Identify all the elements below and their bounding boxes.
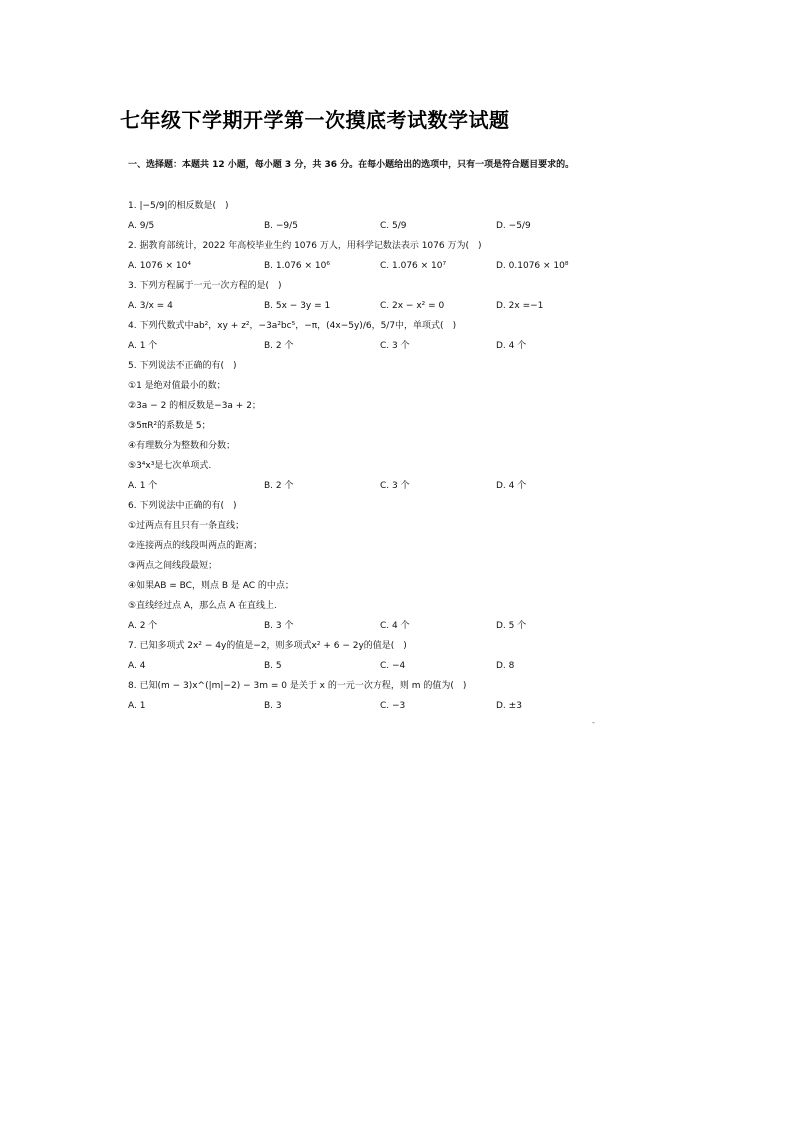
q5-statement-1: ①1 是绝对值最小的数； (128, 381, 226, 391)
section-heading: 一、选择题：本题共 12 小题，每小题 3 分，共 36 分。在每小题给出的选项中，只有一项是符合题目要求的。 (128, 160, 575, 170)
q4-option-a: A. 1 个 (128, 341, 158, 351)
question-5-stem: 5. 下列说法不正确的有( ) (128, 361, 237, 371)
q5-option-b: B. 2 个 (264, 481, 294, 491)
q5-statement-5: ⑤3⁴x³是七次单项式. (128, 461, 212, 471)
q2-option-c: C. 1.076 × 10⁷ (380, 261, 447, 271)
q8-option-b: B. 3 (264, 701, 282, 711)
q6-statement-2: ②连接两点的线段叫两点的距离； (128, 541, 263, 551)
q3-option-c: C. 2x − x² = 0 (380, 301, 445, 311)
q4-option-d: D. 4 个 (496, 341, 527, 351)
q2-option-d: D. 0.1076 × 10⁸ (496, 261, 569, 271)
q6-statement-4: ④如果AB = BC，则点 B 是 AC 的中点； (128, 581, 294, 591)
q8-option-d: D. ±3 (496, 701, 522, 711)
q8-option-a: A. 1 (128, 701, 146, 711)
question-1-stem: 1. |−5/9|的相反数是( ) (128, 201, 229, 211)
q4-option-c: C. 3 个 (380, 341, 410, 351)
q5-option-d: D. 4 个 (496, 481, 527, 491)
q5-statement-2: ②3a − 2 的相反数是−3a + 2； (128, 401, 261, 411)
q6-statement-1: ①过两点有且只有一条直线； (128, 521, 245, 531)
q1-option-c: C. 5/9 (380, 221, 407, 231)
q5-statement-4: ④有理数分为整数和分数； (128, 441, 236, 451)
q5-option-a: A. 1 个 (128, 481, 158, 491)
q2-option-a: A. 1076 × 10⁴ (128, 261, 191, 271)
q2-option-b: B. 1.076 × 10⁶ (264, 261, 330, 271)
q6-statement-5: ⑤直线经过点 A，那么点 A 在直线上. (128, 601, 277, 611)
q5-statement-3: ③5πR²的系数是 5； (128, 421, 211, 431)
q6-statement-3: ③两点之间线段最短； (128, 561, 218, 571)
q6-option-d: D. 5 个 (496, 621, 527, 631)
question-6-stem: 6. 下列说法中正确的有( ) (128, 501, 237, 511)
q6-option-c: C. 4 个 (380, 621, 410, 631)
q7-option-b: B. 5 (264, 661, 282, 671)
q4-option-b: B. 2 个 (264, 341, 294, 351)
q8-option-c: C. −3 (380, 701, 406, 711)
q7-option-a: A. 4 (128, 661, 146, 671)
q3-option-a: A. 3/x = 4 (128, 301, 173, 311)
q3-option-b: B. 5x − 3y = 1 (264, 301, 331, 311)
q6-option-b: B. 3 个 (264, 621, 294, 631)
q3-option-d: D. 2x =−1 (496, 301, 544, 311)
q7-option-c: C. −4 (380, 661, 406, 671)
question-7-stem: 7. 已知多项式 2x² − 4y的值是−2，则多项式x² + 6 − 2y的值是( ) (128, 641, 407, 651)
q1-option-d: D. −5/9 (496, 221, 531, 231)
question-8-stem: 8. 已知(m − 3)x^(|m|−2) − 3m = 0 是关于 x 的一元一次方程，则 m 的值为( ) (128, 681, 467, 691)
q7-option-d: D. 8 (496, 661, 515, 671)
question-2-stem: 2. 据教育部统计，2022 年高校毕业生约 1076 万人，用科学记数法表示 1076 万为( ) (128, 241, 482, 251)
question-3-stem: 3. 下列方程属于一元一次方程的是( ) (128, 281, 282, 291)
q1-option-b: B. −9/5 (264, 221, 298, 231)
page-title: 七年级下学期开学第一次摸底考试数学试题 (120, 108, 510, 132)
q6-option-a: A. 2 个 (128, 621, 158, 631)
q1-option-a: A. 9/5 (128, 221, 155, 231)
question-4-stem: 4. 下列代数式中ab²，xy + z²，−3a²bc⁵，−π，(4x−5y)/6，5/7中，单项式( ) (128, 321, 457, 331)
footer-mark: - (592, 718, 595, 727)
q5-option-c: C. 3 个 (380, 481, 410, 491)
